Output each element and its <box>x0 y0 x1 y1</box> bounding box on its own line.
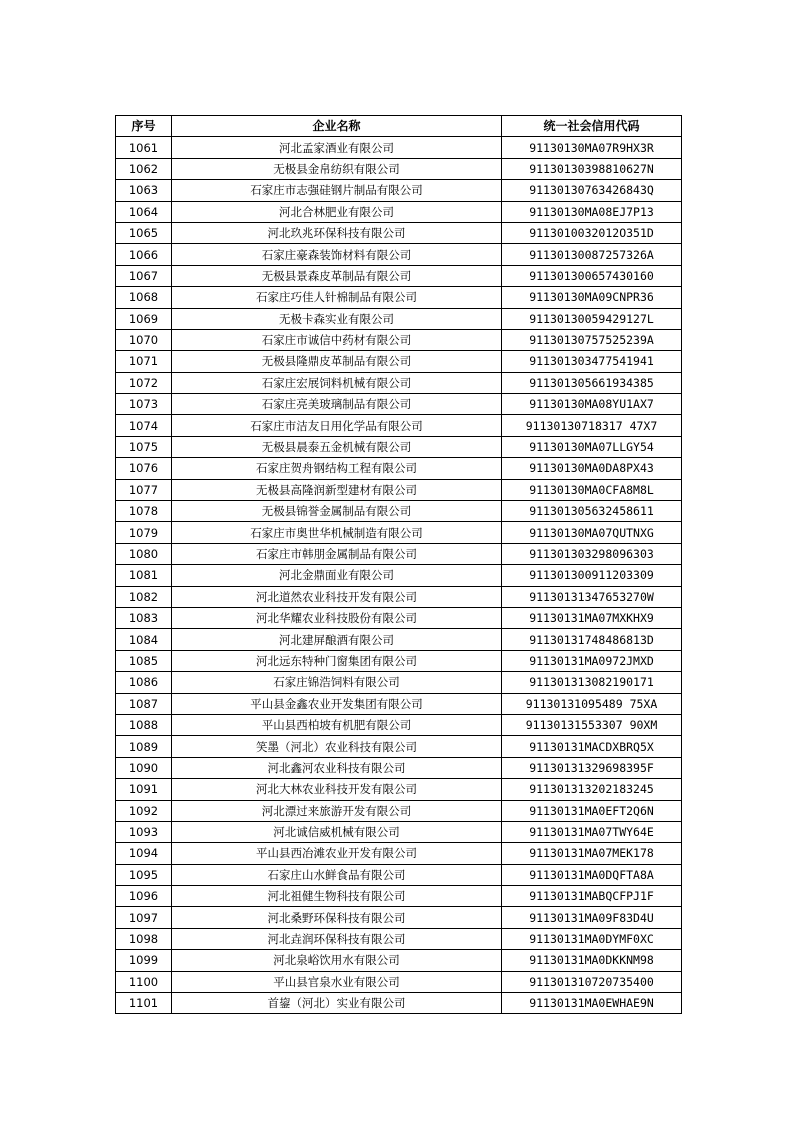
cell-code: 911301305661934385 <box>502 372 682 393</box>
cell-code: 9113010032012O351D <box>502 222 682 243</box>
cell-code: 91130131MA0DQFTA8A <box>502 864 682 885</box>
table-row <box>116 479 682 500</box>
cell-code: 91130131MA0EFT2Q6N <box>502 800 682 821</box>
cell-no: 1073 <box>116 394 172 415</box>
cell-name: 石家庄亮美玻璃制品有限公司 <box>172 394 502 415</box>
table-row <box>116 757 682 778</box>
cell-no: 1084 <box>116 629 172 650</box>
cell-code: 91130131347653270W <box>502 586 682 607</box>
table-row <box>116 650 682 671</box>
cell-name: 石家庄市奥世华机械制造有限公司 <box>172 522 502 543</box>
table-row <box>116 779 682 800</box>
cell-no: 1063 <box>116 180 172 201</box>
cell-name: 石家庄市志强硅钢片制品有限公司 <box>172 180 502 201</box>
header-name: 企业名称 <box>172 116 502 137</box>
cell-no: 1094 <box>116 843 172 864</box>
cell-code: 91130130MA07R9HX3R <box>502 137 682 158</box>
cell-name: 河北华耀农业科技股份有限公司 <box>172 607 502 628</box>
header-code: 统一社会信用代码 <box>502 116 682 137</box>
cell-code: 91130131MA0DKKNM98 <box>502 950 682 971</box>
cell-name: 无极县高隆润新型建材有限公司 <box>172 479 502 500</box>
cell-no: 1076 <box>116 458 172 479</box>
cell-name: 石家庄豪森装饰材料有限公司 <box>172 244 502 265</box>
cell-code: 91130131553307 90XM <box>502 714 682 735</box>
cell-name: 河北垚润环保科技有限公司 <box>172 928 502 949</box>
table-row <box>116 928 682 949</box>
cell-name: 无极县隆鼎皮革制品有限公司 <box>172 351 502 372</box>
cell-no: 1083 <box>116 607 172 628</box>
cell-code: 91130131MA0EWHAE9N <box>502 993 682 1014</box>
cell-code: 91130131MA07MXKHX9 <box>502 607 682 628</box>
cell-no: 1099 <box>116 950 172 971</box>
header-no: 序号 <box>116 116 172 137</box>
cell-code: 911301305632458611 <box>502 501 682 522</box>
table-row <box>116 436 682 457</box>
cell-no: 1091 <box>116 779 172 800</box>
table-row <box>116 971 682 992</box>
cell-code: 91130131MACDXBRQ5X <box>502 736 682 757</box>
cell-code: 91130130MA07LLGY54 <box>502 436 682 457</box>
cell-code: 91130130398810627N <box>502 158 682 179</box>
cell-name: 河北建屏酿酒有限公司 <box>172 629 502 650</box>
cell-code: 91130130MA09CNPR36 <box>502 287 682 308</box>
cell-no: 1093 <box>116 821 172 842</box>
cell-name: 石家庄宏展饲料机械有限公司 <box>172 372 502 393</box>
table-row <box>116 907 682 928</box>
cell-name: 石家庄锦浩饲料有限公司 <box>172 672 502 693</box>
cell-no: 1064 <box>116 201 172 222</box>
cell-no: 1088 <box>116 714 172 735</box>
table-row <box>116 993 682 1014</box>
cell-code: 91130130MA07QUTNXG <box>502 522 682 543</box>
cell-name: 河北合林肥业有限公司 <box>172 201 502 222</box>
table-row <box>116 586 682 607</box>
cell-code: 91130131095489 75XA <box>502 693 682 714</box>
cell-no: 1082 <box>116 586 172 607</box>
table-row <box>116 415 682 436</box>
cell-code: 91130130MA08YU1AX7 <box>502 394 682 415</box>
cell-code: 91130130087257326A <box>502 244 682 265</box>
cell-code: 91130130763426843Q <box>502 180 682 201</box>
cell-code: 91130131MA07TWY64E <box>502 821 682 842</box>
cell-name: 石家庄山水鲜食品有限公司 <box>172 864 502 885</box>
enterprise-table <box>115 115 682 1014</box>
cell-code: 911301313202183245 <box>502 779 682 800</box>
cell-code: 911301300911203309 <box>502 565 682 586</box>
table-row <box>116 821 682 842</box>
cell-name: 河北鑫河农业科技有限公司 <box>172 757 502 778</box>
table-row <box>116 394 682 415</box>
cell-name: 首鋆（河北）实业有限公司 <box>172 993 502 1014</box>
cell-code: 91130131748486813D <box>502 629 682 650</box>
cell-no: 1085 <box>116 650 172 671</box>
cell-code: 91130130059429127L <box>502 308 682 329</box>
cell-no: 1090 <box>116 757 172 778</box>
cell-name: 笑墨（河北）农业科技有限公司 <box>172 736 502 757</box>
cell-no: 1101 <box>116 993 172 1014</box>
cell-name: 石家庄市韩朋金属制品有限公司 <box>172 543 502 564</box>
table-row <box>116 180 682 201</box>
cell-code: 91130131MABQCFPJ1F <box>502 886 682 907</box>
cell-name: 河北大林农业科技开发有限公司 <box>172 779 502 800</box>
table-row <box>116 351 682 372</box>
table-row <box>116 714 682 735</box>
cell-no: 1080 <box>116 543 172 564</box>
cell-code: 911301303298096303 <box>502 543 682 564</box>
cell-no: 1072 <box>116 372 172 393</box>
table-row <box>116 629 682 650</box>
cell-no: 1062 <box>116 158 172 179</box>
table-row <box>116 201 682 222</box>
cell-name: 石家庄贺舟钢结构工程有限公司 <box>172 458 502 479</box>
cell-no: 1061 <box>116 137 172 158</box>
table-row <box>116 158 682 179</box>
cell-no: 1092 <box>116 800 172 821</box>
table-row <box>116 886 682 907</box>
cell-code: 91130130MA0DA8PX43 <box>502 458 682 479</box>
table-row <box>116 864 682 885</box>
cell-no: 1065 <box>116 222 172 243</box>
table-row <box>116 522 682 543</box>
cell-no: 1100 <box>116 971 172 992</box>
cell-no: 1089 <box>116 736 172 757</box>
cell-no: 1068 <box>116 287 172 308</box>
cell-code: 91130130757525239A <box>502 329 682 350</box>
table-row <box>116 800 682 821</box>
cell-code: 911301300657430160 <box>502 265 682 286</box>
cell-code: 91130131MA09F83D4U <box>502 907 682 928</box>
cell-code: 91130131MA07MEK178 <box>502 843 682 864</box>
cell-name: 河北诚信威机械有限公司 <box>172 821 502 842</box>
cell-no: 1086 <box>116 672 172 693</box>
table-row <box>116 693 682 714</box>
table-row <box>116 501 682 522</box>
table-row <box>116 372 682 393</box>
cell-code: 91130131MA0DYMF0XC <box>502 928 682 949</box>
cell-code: 911301313082190171 <box>502 672 682 693</box>
cell-name: 河北远东特种门窗集团有限公司 <box>172 650 502 671</box>
header-row <box>116 116 682 137</box>
cell-no: 1075 <box>116 436 172 457</box>
cell-no: 1070 <box>116 329 172 350</box>
cell-no: 1077 <box>116 479 172 500</box>
cell-code: 91130130MA08EJ7P13 <box>502 201 682 222</box>
cell-no: 1097 <box>116 907 172 928</box>
cell-name: 河北泉峪饮用水有限公司 <box>172 950 502 971</box>
cell-name: 河北桑野环保科技有限公司 <box>172 907 502 928</box>
table-row <box>116 222 682 243</box>
cell-no: 1074 <box>116 415 172 436</box>
cell-code: 91130130MA0CFA8M8L <box>502 479 682 500</box>
cell-no: 1071 <box>116 351 172 372</box>
cell-code: 911301310720735400 <box>502 971 682 992</box>
cell-no: 1081 <box>116 565 172 586</box>
table-row <box>116 736 682 757</box>
cell-no: 1066 <box>116 244 172 265</box>
cell-name: 河北漂过来旅游开发有限公司 <box>172 800 502 821</box>
cell-name: 平山县金鑫农业开发集团有限公司 <box>172 693 502 714</box>
table-row <box>116 950 682 971</box>
cell-no: 1096 <box>116 886 172 907</box>
cell-no: 1067 <box>116 265 172 286</box>
table-row <box>116 308 682 329</box>
cell-name: 无极县锦誉金属制品有限公司 <box>172 501 502 522</box>
cell-name: 无极县景森皮革制品有限公司 <box>172 265 502 286</box>
table-row <box>116 843 682 864</box>
table-row <box>116 244 682 265</box>
cell-name: 河北祖健生物科技有限公司 <box>172 886 502 907</box>
table-row <box>116 672 682 693</box>
cell-name: 石家庄巧佳人针棉制品有限公司 <box>172 287 502 308</box>
cell-no: 1078 <box>116 501 172 522</box>
cell-name: 石家庄市洁友日用化学品有限公司 <box>172 415 502 436</box>
table-row <box>116 137 682 158</box>
cell-code: 911301303477541941 <box>502 351 682 372</box>
cell-name: 无极县金帛纺织有限公司 <box>172 158 502 179</box>
table-row <box>116 329 682 350</box>
table-row <box>116 265 682 286</box>
table-row <box>116 607 682 628</box>
cell-code: 91130131329698395F <box>502 757 682 778</box>
cell-name: 河北道然农业科技开发有限公司 <box>172 586 502 607</box>
cell-no: 1095 <box>116 864 172 885</box>
cell-code: 91130130718317 47X7 <box>502 415 682 436</box>
cell-name: 河北孟家酒业有限公司 <box>172 137 502 158</box>
table-row <box>116 543 682 564</box>
cell-name: 石家庄市诚信中药材有限公司 <box>172 329 502 350</box>
cell-code: 91130131MA0972JMXD <box>502 650 682 671</box>
cell-no: 1079 <box>116 522 172 543</box>
table-row <box>116 565 682 586</box>
cell-name: 平山县官泉水业有限公司 <box>172 971 502 992</box>
table-row <box>116 287 682 308</box>
cell-name: 无极县晨泰五金机械有限公司 <box>172 436 502 457</box>
cell-name: 平山县西冶滩农业开发有限公司 <box>172 843 502 864</box>
cell-no: 1098 <box>116 928 172 949</box>
cell-name: 河北玖兆环保科技有限公司 <box>172 222 502 243</box>
cell-name: 无极卡森实业有限公司 <box>172 308 502 329</box>
cell-no: 1069 <box>116 308 172 329</box>
cell-name: 平山县西柏坡有机肥有限公司 <box>172 714 502 735</box>
table-row <box>116 458 682 479</box>
cell-no: 1087 <box>116 693 172 714</box>
cell-name: 河北金鼎面业有限公司 <box>172 565 502 586</box>
